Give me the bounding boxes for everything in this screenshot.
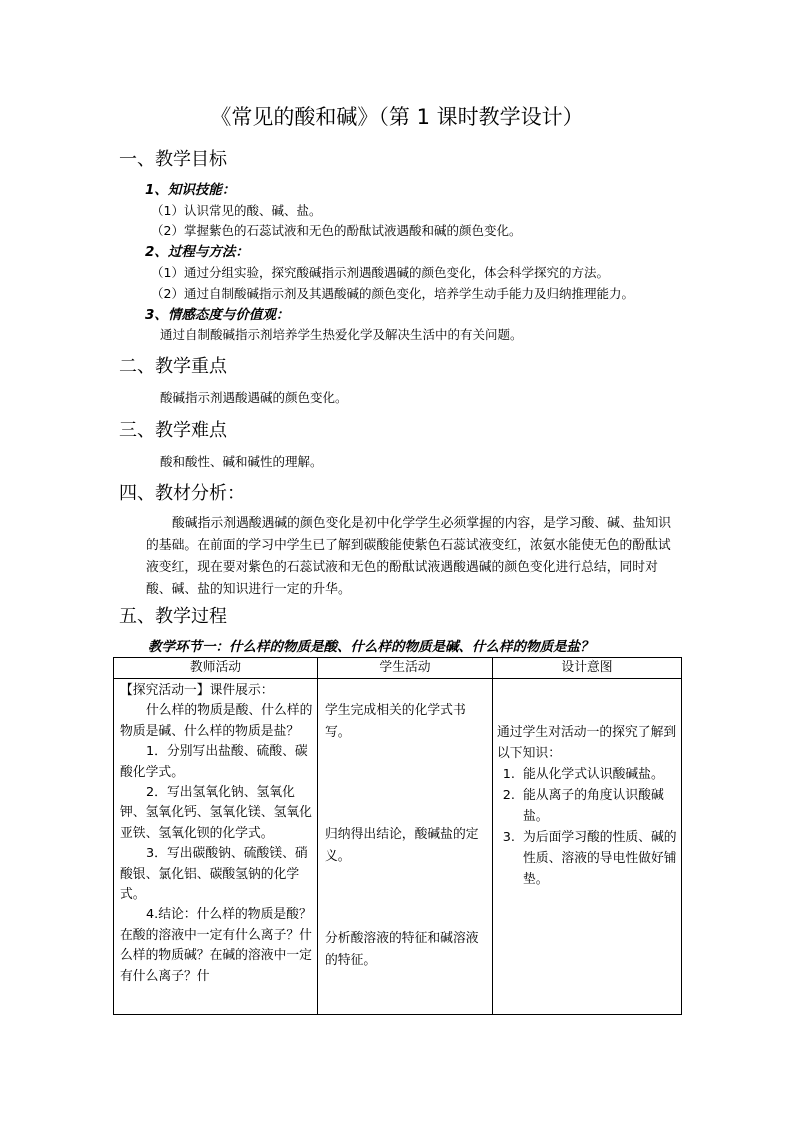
lesson-table [113,657,682,1015]
intent-item-1: 1. 能从化学式认识酸碱盐。 [519,764,677,785]
intent-item-3: 3. 为后面学习酸的性质、碱的性质、溶液的导电性做好铺垫。 [519,827,677,890]
knowledge-heading: 1、知识技能： [145,182,236,198]
student-activity-cell [318,679,493,1015]
teacher-item-1: 1．分别写出盐酸、硫酸、碳酸化学式。 [120,744,308,780]
header-teacher-activity: 教师活动 [114,658,318,679]
teaching-link-title: 教学环节一：什么样的物质是酸、什么样的物质是碱、什么样的物质是盐？ [148,639,594,655]
intent-list [497,764,677,890]
student-activity-1: 学生完成相关的化学式书写。 [325,703,466,740]
teacher-item-4: 4.结论：什么样的物质是酸？在酸的溶液中一定有什么离子？什么样的物质碱？在碱的溶液中一定有什么离子？什 [120,907,312,984]
knowledge-item-1: （1）认识常见的酸、碱、盐。 [151,203,322,218]
teacher-intro: 什么样的物质是酸、什么样的物质是碱、什么样的物质是盐？ [120,703,313,739]
design-intent-cell [493,679,682,1015]
header-design-intent: 设计意图 [493,658,682,679]
teacher-item-2: 2．写出氢氧化钠、氢氧化钾、氢氧化钙、氢氧化镁、氢氧化亚铁、氢氧化钡的化学式。 [120,785,312,841]
document-title: 《常见的酸和碱》（第 1 课时教学设计） [210,105,584,129]
section-difficulties-heading: 三、教学难点 [119,420,227,441]
process-heading: 2、过程与方法： [145,244,249,260]
process-item-1: （1）通过分组实验，探究酸碱指示剂遇酸遇碱的颜色变化，体会科学探究的方法。 [151,265,609,280]
analysis-paragraph: 酸碱指示剂遇酸遇碱的颜色变化是初中化学学生必须掌握的内容，是学习酸、碱、盐知识的基础。在前面的学习中学生已了解到碳酸能使紫色石蕊试液变红，浓氨水能使无色的酚酞试液变红，现在要对紫色的石蕊试液和无色的酚酞试液遇酸遇碱的颜色变化进行总结，同时对酸、碱、盐的知识进行一定的升华。 [146,516,672,597]
section-key-points-heading: 二、教学重点 [119,356,227,377]
header-student-activity: 学生活动 [318,658,493,679]
student-activity-3: 分析酸溶液的特征和碱溶液的特征。 [325,931,479,968]
knowledge-item-2: （2）掌握紫色的石蕊试液和无色的酚酞试液遇酸和碱的颜色变化。 [151,223,522,238]
difficulties-text: 酸和酸性、碱和碱性的理解。 [160,454,323,469]
teacher-activity-cell [114,679,318,1015]
intent-item-2: 2. 能从离子的角度认识酸碱盐。 [519,785,677,827]
process-item-2: （2）通过自制酸碱指示剂及其遇酸碱的颜色变化，培养学生动手能力及归纳推理能力。 [151,286,634,301]
activity-title: 【探究活动一】课件展示： [120,683,274,698]
section-goals-heading: 一、教学目标 [119,149,227,170]
key-points-text: 酸碱指示剂遇酸遇碱的颜色变化。 [160,390,348,405]
attitude-heading: 3、情感态度与价值观： [145,307,290,323]
intent-intro: 通过学生对活动一的探究了解到以下知识： [497,725,677,761]
table-row [114,679,682,1015]
student-activity-2: 归纳得出结论，酸碱盐的定义。 [325,827,479,864]
section-process-heading: 五、教学过程 [119,606,227,627]
table-header-row [114,658,682,679]
teacher-item-3: 3．写出碳酸钠、硫酸镁、硝酸银、氯化铝、碳酸氢钠的化学式。 [120,846,308,903]
attitude-text: 通过自制酸碱指示剂培养学生热爱化学及解决生活中的有关问题。 [160,327,523,342]
section-analysis-heading: 四、教材分析： [119,483,245,504]
